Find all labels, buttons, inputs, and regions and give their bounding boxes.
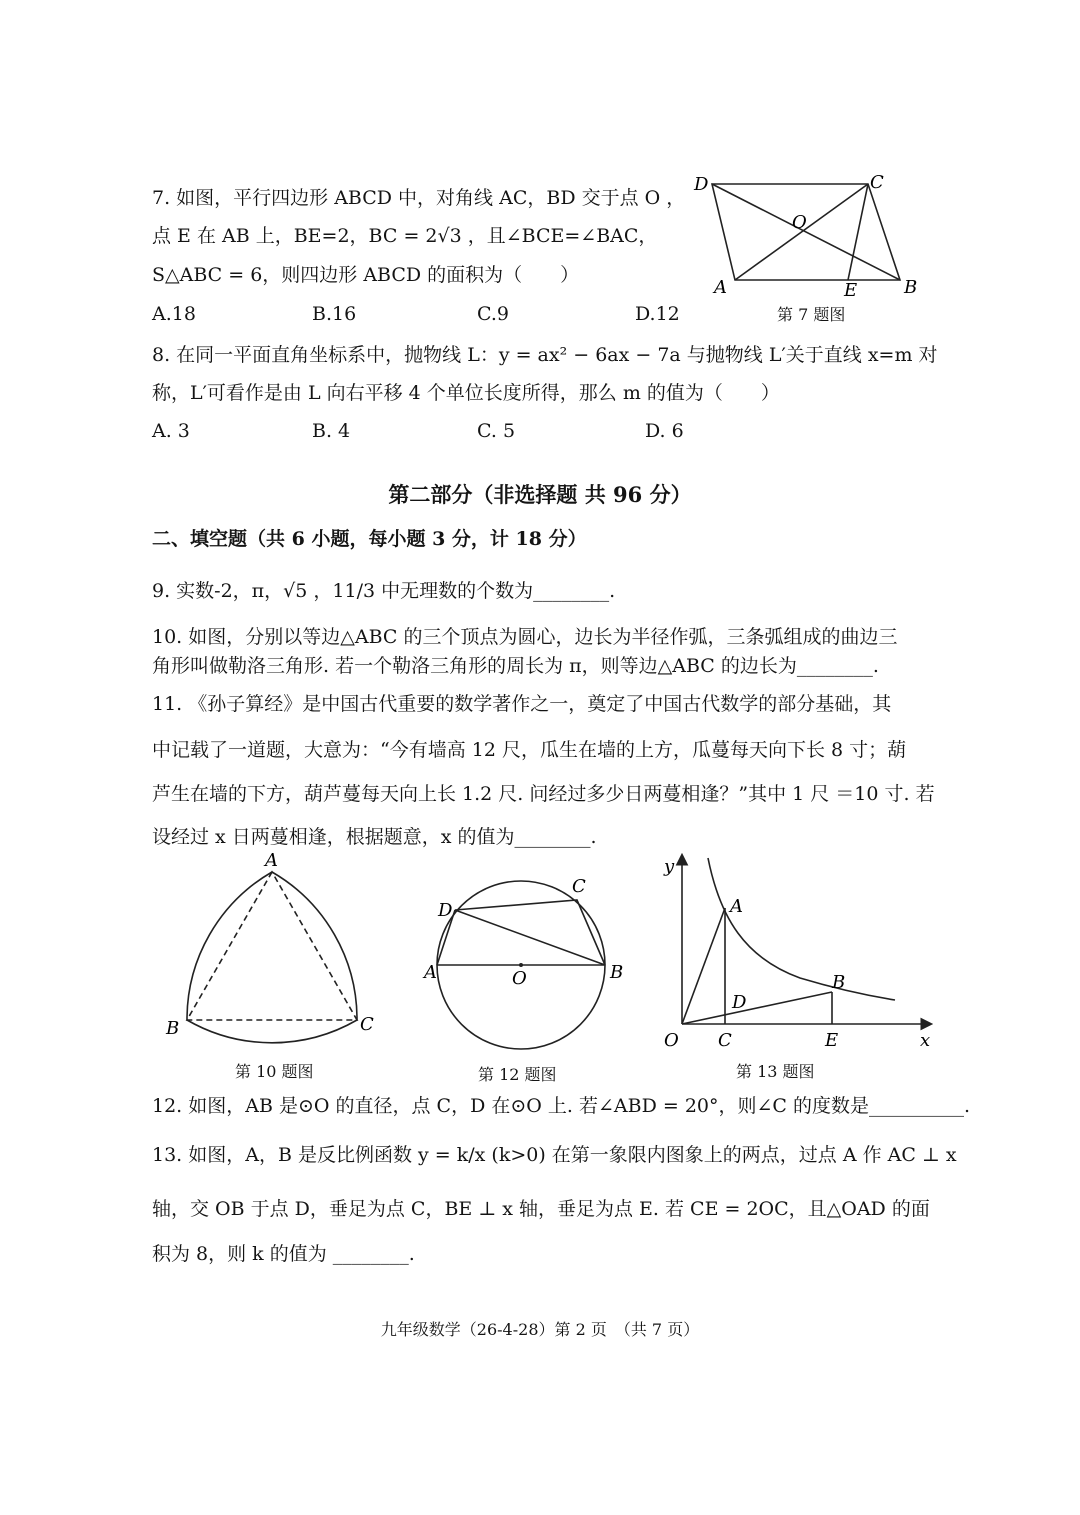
fig13-label-x: x xyxy=(920,1030,931,1051)
q11-line4: 设经过 x 日两蔓相逢，根据题意，x 的值为________. xyxy=(152,826,597,848)
fig7-label-o: O xyxy=(792,212,807,233)
q13-line1: 13. 如图，A，B 是反比例函数 y = k/x (k>0) 在第一象限内图象上的两点，过点 A 作 AC ⊥ x xyxy=(152,1144,957,1166)
fig7-label-d: D xyxy=(694,174,709,195)
fig7-segment-ce xyxy=(848,184,868,280)
q7-line2: 点 E 在 AB 上，BE=2，BC = 2√3 ，且∠BCE=∠BAC， xyxy=(152,225,658,247)
fig13-hyperbola xyxy=(708,858,895,1000)
fig7-label-e: E xyxy=(844,280,858,298)
fig10-reuleaux-arcs xyxy=(187,872,357,1043)
fig10-label-b: B xyxy=(166,1018,180,1039)
fig13-label-b: B xyxy=(832,972,846,993)
fig7-label-a: A xyxy=(714,277,727,298)
q8-line2: 称，L′可看作是由 L 向右平移 4 个单位长度所得，那么 m 的值为（ ） xyxy=(152,382,780,404)
fig12-label-c: C xyxy=(572,876,586,897)
q9-text: 9. 实数-2，π，√5 ，11/3 中无理数的个数为________. xyxy=(152,580,616,602)
q8-option-c: C. 5 xyxy=(477,420,516,442)
q11-line1: 11. 《孙子算经》是中国古代重要的数学著作之一，奠定了中国古代数学的部分基础，其 xyxy=(152,693,892,715)
fig10-caption: 第 10 题图 xyxy=(235,1062,314,1081)
fig13-segment-ob xyxy=(682,992,832,1024)
q8-option-d: D. 6 xyxy=(645,420,684,442)
fig10-diagram xyxy=(160,850,390,1050)
fig10-label-c: C xyxy=(360,1014,374,1035)
q7-option-a: A.18 xyxy=(152,303,196,325)
q8-option-b: B. 4 xyxy=(312,420,351,442)
q13-line3: 积为 8，则 k 的值为 ________. xyxy=(152,1243,415,1265)
fig13-label-o: O xyxy=(664,1030,679,1051)
fig7-diagram xyxy=(690,168,930,298)
fig13-label-a: A xyxy=(730,896,743,917)
fig7-label-c: C xyxy=(870,172,884,193)
q10-line2: 角形叫做勒洛三角形. 若一个勒洛三角形的周长为 π，则等边△ABC 的边长为________. xyxy=(152,655,879,677)
fig13-caption: 第 13 题图 xyxy=(736,1062,815,1081)
q11-line3: 芦生在墙的下方，葫芦蔓每天向上长 1.2 尺. 问经过多少日两蔓相逢？”其中 1 尺 ＝10 寸. 若 xyxy=(152,783,935,805)
fig12-label-b: B xyxy=(610,962,624,983)
q7-line3: S△ABC = 6，则四边形 ABCD 的面积为（ ） xyxy=(152,264,580,286)
fig7-label-b: B xyxy=(904,277,918,298)
fig12-caption: 第 12 题图 xyxy=(478,1065,557,1084)
fig10-dashed-triangle xyxy=(187,872,357,1020)
q13-line2: 轴，交 OB 于点 D，垂足为点 C，BE ⊥ x 轴，垂足为点 E. 若 CE = 2OC，且△OAD 的面 xyxy=(152,1198,930,1220)
fig12-label-o: O xyxy=(512,968,527,989)
q7-option-c: C.9 xyxy=(477,303,509,325)
q8-option-a: A. 3 xyxy=(152,420,190,442)
section-fill-in: 二、填空题（共 6 小题，每小题 3 分，计 18 分） xyxy=(152,528,587,550)
fig13-segment-oa xyxy=(682,908,725,1024)
fig13-diagram xyxy=(650,848,945,1053)
q7-option-b: B.16 xyxy=(312,303,357,325)
fig13-label-d: D xyxy=(732,992,747,1013)
part2-title: 第二部分（非选择题 共 96 分） xyxy=(388,482,692,507)
fig13-label-c: C xyxy=(718,1030,732,1051)
q10-line1: 10. 如图，分别以等边△ABC 的三个顶点为圆心，边长为半径作弧，三条弧组成的曲边三 xyxy=(152,626,898,648)
q12-text: 12. 如图，AB 是⊙O 的直径，点 C，D 在⊙O 上. 若∠ABD = 20°，则∠C 的度数是__________. xyxy=(152,1095,971,1117)
fig12-diagram xyxy=(420,870,635,1065)
q11-line2: 中记载了一道题，大意为：“今有墙高 12 尺，瓜生在墙的上方，瓜蔓每天向下长 8 寸；葫 xyxy=(152,739,907,761)
fig12-label-d: D xyxy=(438,900,453,921)
page-footer: 九年级数学（26-4-28）第 2 页 （共 7 页） xyxy=(380,1320,700,1339)
fig12-chords xyxy=(455,900,605,965)
fig7-caption: 第 7 题图 xyxy=(777,305,846,324)
fig12-label-a: A xyxy=(424,962,437,983)
fig10-label-a: A xyxy=(265,850,278,871)
q7-option-d: D.12 xyxy=(635,303,680,325)
q8-line1: 8. 在同一平面直角坐标系中，抛物线 L：y = ax² − 6ax − 7a 与抛物线 L′关于直线 x=m 对 xyxy=(152,344,938,366)
fig13-label-y: y xyxy=(664,856,675,877)
q7-line1: 7. 如图，平行四边形 ABCD 中，对角线 AC，BD 交于点 O ， xyxy=(152,187,686,209)
fig13-label-e: E xyxy=(825,1030,839,1051)
